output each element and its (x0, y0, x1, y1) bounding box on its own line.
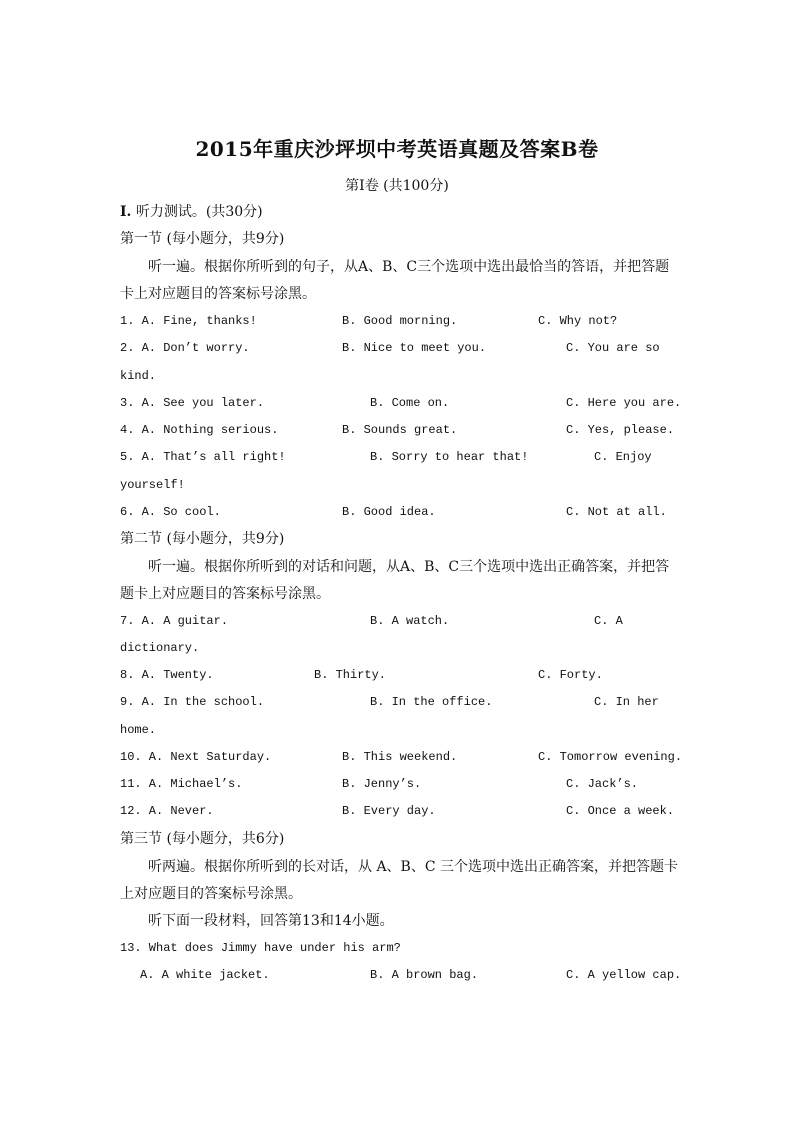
option-a: 5. A. That’s all right! (120, 450, 286, 464)
part2-instruction-cont: 题卡上对应题目的答案标号涂黑。 (120, 586, 330, 602)
option-c: C. Once a week. (566, 804, 675, 818)
option-c: C. Why not? (538, 314, 618, 328)
option-b: B. Nice to meet you. (342, 341, 487, 355)
option-a: A. A white jacket. (140, 968, 270, 982)
option-c: C. A yellow cap. (566, 968, 682, 982)
option-a: 1. A. Fine, thanks! (120, 314, 257, 328)
question-5-wrap: yourself! (120, 478, 185, 492)
option-b: B. Thirty. (314, 668, 387, 682)
option-c: C. Forty. (538, 668, 603, 682)
option-b: B. Good idea. (342, 505, 436, 519)
option-b: B. In the office. (370, 695, 493, 709)
option-c: C. Yes, please. (566, 423, 675, 437)
part3-instruction: 听两遍。根据你所听到的长对话，从 A、B、C 三个选项中选出正确答案，并把答题卡 (148, 859, 679, 875)
option-a: 7. A. A guitar. (120, 614, 229, 628)
option-a: 3. A. See you later. (120, 396, 265, 410)
option-b: B. A watch. (370, 614, 450, 628)
question-13: 13. What does Jimmy have under his arm? (120, 941, 401, 955)
option-c: C. Not at all. (566, 505, 667, 519)
option-c: C. Tomorrow evening. (538, 750, 683, 764)
option-c: C. Enjoy (594, 450, 652, 464)
option-a: 8. A. Twenty. (120, 668, 214, 682)
part1-instruction: 听一遍。根据你所听到的句子，从A、B、C三个选项中选出最恰当的答语，并把答题 (148, 259, 670, 275)
part2-instruction: 听一遍。根据你所听到的对话和问题，从A、B、C三个选项中选出正确答案，并把答 (148, 559, 670, 575)
option-b: B. Good morning. (342, 314, 458, 328)
option-b: B. A brown bag. (370, 968, 479, 982)
option-c: C. In her (594, 695, 659, 709)
option-a: 6. A. So cool. (120, 505, 221, 519)
option-a: 2. A. Don’t worry. (120, 341, 250, 355)
page-subtitle: 第Ⅰ卷 (共100分) (345, 178, 449, 194)
section-number: I. (120, 204, 132, 220)
option-c: C. A (594, 614, 623, 628)
question-2-wrap: kind. (120, 369, 157, 383)
part3-material-note: 听下面一段材料，回答第13和14小题。 (148, 913, 394, 929)
option-b: B. This weekend. (342, 750, 458, 764)
option-c: C. Jack’s. (566, 777, 639, 791)
question-7-wrap: dictionary. (120, 641, 200, 655)
option-b: B. Sorry to hear that! (370, 450, 529, 464)
option-a: 9. A. In the school. (120, 695, 265, 709)
option-b: B. Come on. (370, 396, 450, 410)
part1-instruction-cont: 卡上对应题目的答案标号涂黑。 (120, 286, 316, 302)
option-a: 12. A. Never. (120, 804, 214, 818)
question-9-wrap: home. (120, 723, 157, 737)
option-a: 4. A. Nothing serious. (120, 423, 279, 437)
option-c: C. You are so (566, 341, 660, 355)
part2-heading: 第二节 (每小题分，共9分) (120, 531, 285, 547)
page-title: 2015年重庆沙坪坝中考英语真题及答案B卷 (195, 137, 599, 161)
option-b: B. Jenny’s. (342, 777, 422, 791)
option-a: 11. A. Michael’s. (120, 777, 243, 791)
option-c: C. Here you are. (566, 396, 682, 410)
option-b: B. Sounds great. (342, 423, 458, 437)
section-heading (120, 201, 263, 221)
option-b: B. Every day. (342, 804, 436, 818)
part3-instruction-cont: 上对应题目的答案标号涂黑。 (120, 886, 302, 902)
part1-heading: 第一节 (每小题分，共9分) (120, 231, 285, 247)
section-title: 听力测试。(共30分) (135, 204, 263, 220)
option-a: 10. A. Next Saturday. (120, 750, 272, 764)
part3-heading: 第三节 (每小题分，共6分) (120, 831, 285, 847)
